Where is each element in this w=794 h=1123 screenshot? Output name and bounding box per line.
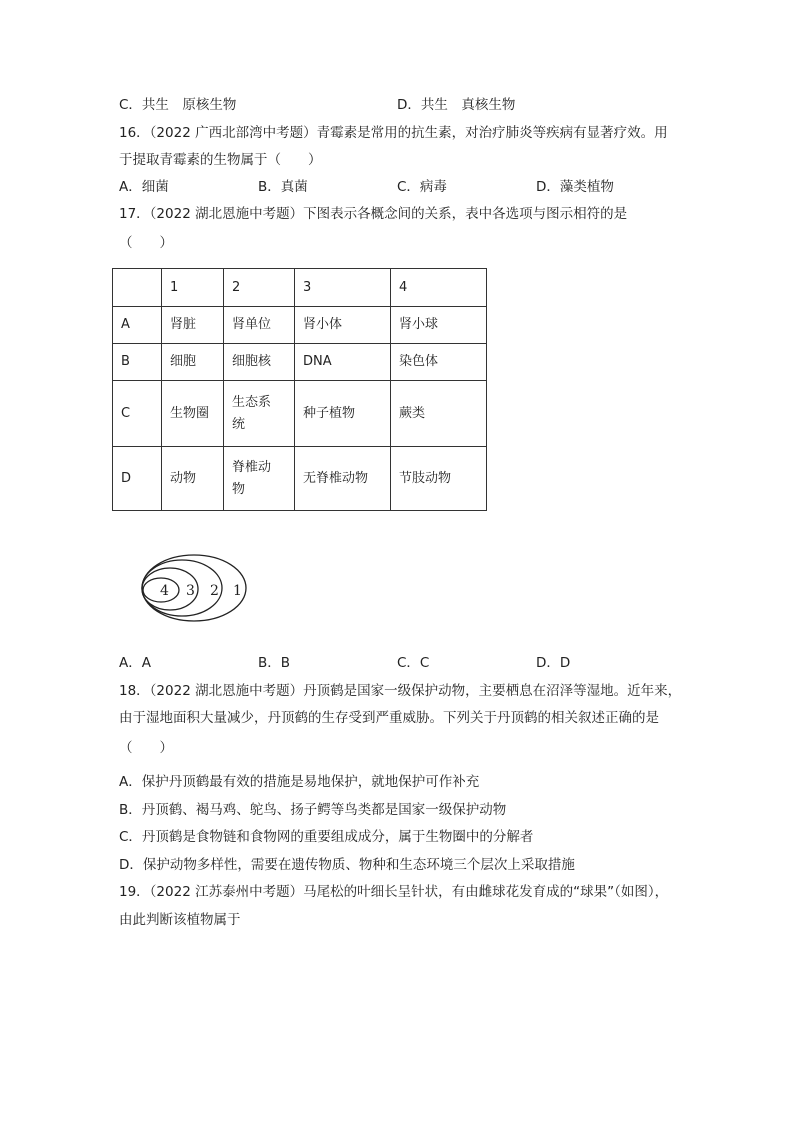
venn-label-4: 4 xyxy=(160,583,169,599)
table-cell: C xyxy=(113,381,162,447)
venn-label-1: 1 xyxy=(233,583,242,599)
table-cell: 生态系 统 xyxy=(224,381,295,447)
q19-stem-line1: 19．（2022 江苏泰州中考题）马尾松的叶细长呈针状，有由雌球花发育成的“球果”（如图）， xyxy=(119,884,669,900)
q19-stem-line2: 由此判断该植物属于 xyxy=(119,912,241,928)
q17-option-d: D．D xyxy=(536,655,571,671)
table-cell: 肾小球 xyxy=(391,307,487,344)
q17-stem-line1: 17．（2022 湖北恩施中考题）下图表示各概念间的关系，表中各选项与图示相符的是 xyxy=(119,206,628,222)
table-cell: 无脊椎动物 xyxy=(295,447,391,511)
table-header-cell: 2 xyxy=(224,269,295,307)
q16-option-d: D．藻类植物 xyxy=(536,179,614,195)
table-cell: 染色体 xyxy=(391,344,487,381)
table-cell: 肾脏 xyxy=(162,307,224,344)
q16-option-c: C．病毒 xyxy=(397,179,447,195)
table-row xyxy=(113,447,487,511)
q17-table xyxy=(112,268,487,511)
nested-concept-diagram xyxy=(140,550,250,625)
table-header-cell: 1 xyxy=(162,269,224,307)
venn-label-2: 2 xyxy=(210,583,219,599)
table-cell: 生物圈 xyxy=(162,381,224,447)
q16-stem-line2: 于提取青霉素的生物属于（ ） xyxy=(119,152,322,168)
table-row xyxy=(113,344,487,381)
q16-option-b: B．真菌 xyxy=(258,179,308,195)
table-header-row xyxy=(113,269,487,307)
q18-option-b: B．丹顶鹤、褐马鸡、鸵鸟、扬子鳄等鸟类都是国家一级保护动物 xyxy=(119,802,507,818)
q17-option-b: B．B xyxy=(258,655,291,671)
table-cell: 脊椎动 物 xyxy=(224,447,295,511)
q18-option-a: A．保护丹顶鹤最有效的措施是易地保护，就地保护可作补充 xyxy=(119,774,480,790)
table-cell: DNA xyxy=(295,344,391,381)
q18-stem-line2: 由于湿地面积大量减少，丹顶鹤的生存受到严重威胁。下列关于丹顶鹤的相关叙述正确的是 xyxy=(119,710,659,726)
q16-option-a: A．细菌 xyxy=(119,179,169,195)
q15-option-c: C．共生 原核生物 xyxy=(119,97,237,113)
q18-stem-line1: 18．（2022 湖北恩施中考题）丹顶鹤是国家一级保护动物，主要栖息在沼泽等湿地。近年来， xyxy=(119,683,682,699)
table-cell: 动物 xyxy=(162,447,224,511)
table-header-cell: 4 xyxy=(391,269,487,307)
table-header-cell: 3 xyxy=(295,269,391,307)
table-row xyxy=(113,381,487,447)
venn-label-3: 3 xyxy=(186,583,195,599)
q17-stem-line2: （ ） xyxy=(119,235,173,251)
q17-option-a: A．A xyxy=(119,655,151,671)
table-cell: 种子植物 xyxy=(295,381,391,447)
table-cell: 肾单位 xyxy=(224,307,295,344)
table-cell: B xyxy=(113,344,162,381)
table-cell: 蕨类 xyxy=(391,381,487,447)
q16-stem-line1: 16．（2022 广西北部湾中考题）青霉素是常用的抗生素，对治疗肺炎等疾病有显著疗效。用 xyxy=(119,125,668,141)
q18-option-c: C．丹顶鹤是食物链和食物网的重要组成成分，属于生物圈中的分解者 xyxy=(119,829,534,845)
table-cell: 细胞 xyxy=(162,344,224,381)
q18-stem-line3: （ ） xyxy=(119,740,173,756)
table-cell: D xyxy=(113,447,162,511)
table-row xyxy=(113,307,487,344)
q17-option-c: C．C xyxy=(397,655,430,671)
q15-option-d: D．共生 真核生物 xyxy=(397,97,516,113)
q18-option-d: D．保护动物多样性，需要在遗传物质、物种和生态环境三个层次上采取措施 xyxy=(119,857,575,873)
table-cell: 节肢动物 xyxy=(391,447,487,511)
table-cell: 细胞核 xyxy=(224,344,295,381)
table-cell: A xyxy=(113,307,162,344)
table-cell: 肾小体 xyxy=(295,307,391,344)
table-header-cell xyxy=(113,269,162,307)
